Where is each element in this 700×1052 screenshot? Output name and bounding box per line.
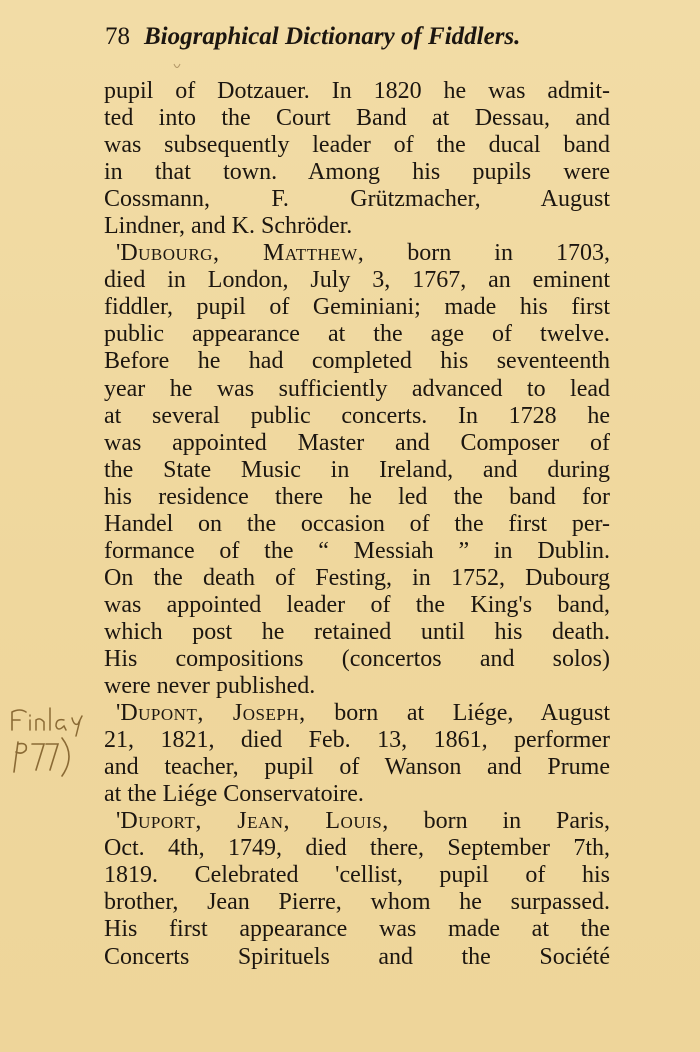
text-line: brother, Jean Pierre, whom he surpassed.: [104, 889, 610, 916]
running-title: Biographical Dictionary of Fiddlers.: [144, 23, 521, 50]
text-line: which post he retained until his death.: [104, 618, 610, 645]
text-line: were never published.: [104, 673, 316, 700]
text-line: His compositions (concertos and solos): [104, 645, 610, 672]
entry-name: Dubourg, Matthew,: [120, 240, 365, 267]
text-line: Handel on the occasion of the first per-: [104, 510, 610, 537]
body-text: [104, 78, 610, 971]
text-line: ted into the Court Band at Dessau, and: [104, 105, 610, 132]
text-line: year he was sufficiently advanced to lead: [104, 375, 610, 402]
entry-name: Dupont, Joseph,: [120, 700, 306, 727]
text-line: died in London, July 3, 1767, an eminent: [104, 267, 610, 294]
handwriting-icon: [6, 700, 96, 780]
text-line: his residence there he led the band for: [104, 483, 610, 510]
text-line: fiddler, pupil of Geminiani; made his first: [104, 294, 610, 321]
text-line: Oct. 4th, 1749, died there, September 7th,: [104, 835, 610, 862]
running-head: [105, 20, 575, 54]
entry-name: Duport, Jean, Louis,: [120, 808, 389, 835]
text-line: Before he had completed his seventeenth: [104, 348, 610, 375]
text-line: public appearance at the age of twelve.: [104, 321, 610, 348]
text-line: Cossmann, F. Grützmacher, August: [104, 186, 610, 213]
text-line: at the Liége Conservatoire.: [104, 781, 364, 808]
text-line: and teacher, pupil of Wanson and Prume: [104, 754, 610, 781]
stray-mark-icon: [172, 62, 182, 72]
text-line: was appointed leader of the King's band,: [104, 591, 610, 618]
text-line: was appointed Master and Composer of: [104, 429, 610, 456]
entry-heading-line: 'Dubourg, Matthew, born in 1703,: [116, 240, 610, 267]
text-line: 21, 1821, died Feb. 13, 1861, performer: [104, 727, 610, 754]
text-line: was subsequently leader of the ducal band: [104, 132, 610, 159]
page-number: 78: [105, 23, 130, 50]
entry-heading-line: 'Dupont, Joseph, born at Liége, August: [116, 700, 610, 727]
text-line: the State Music in Ireland, and during: [104, 456, 610, 483]
text-line: at several public concerts. In 1728 he: [104, 402, 610, 429]
text-line: in that town. Among his pupils were: [104, 159, 610, 186]
text-line: pupil of Dotzauer. In 1820 he was admit-: [104, 78, 610, 104]
text-line: formance of the “ Messiah ” in Dublin.: [104, 537, 610, 564]
entry-heading-line: 'Duport, Jean, Louis, born in Paris,: [116, 808, 610, 835]
text-line: His first appearance was made at the: [104, 916, 610, 943]
handwritten-margin-note: [6, 700, 96, 780]
text-line: 1819. Celebrated 'cellist, pupil of his: [104, 862, 610, 889]
text-line: Concerts Spirituels and the Société: [104, 943, 610, 970]
text-line: On the death of Festing, in 1752, Dubourg: [104, 564, 610, 591]
text-line: Lindner, and K. Schröder.: [104, 213, 353, 240]
